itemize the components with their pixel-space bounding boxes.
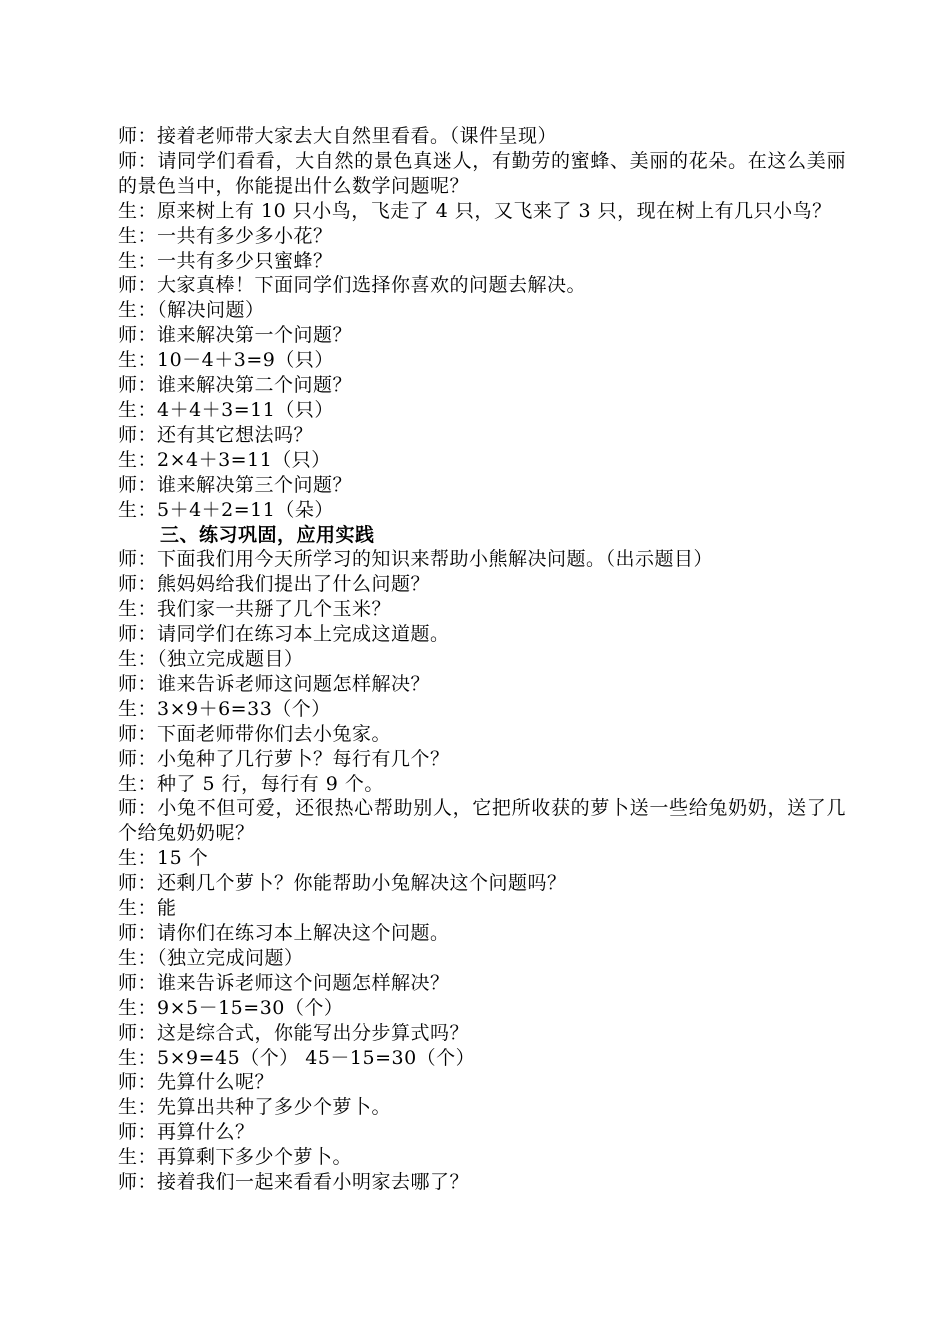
dialogue-line: 生：（独立完成问题） <box>118 946 304 969</box>
dialogue-line: 生：5×9=45（个） 45－15=30（个） <box>118 1046 476 1069</box>
dialogue-line: 生：5＋4＋2=11（朵） <box>118 498 334 521</box>
dialogue-line: 生：9×5－15=30（个） <box>118 996 344 1019</box>
dialogue-line: 师：还剩几个萝卜？你能帮助小兔解决这个问题吗？ <box>118 872 567 895</box>
dialogue-line: 师：先算什么呢？ <box>118 1071 275 1094</box>
dialogue-line: 师：接着我们一起来看看小明家去哪了？ <box>118 1171 470 1194</box>
dialogue-line: 师：再算什么？ <box>118 1121 255 1144</box>
dialogue-line: 师：小兔不但可爱，还很热心帮助别人，它把所收获的萝卜送一些给兔奶奶，送了几个给兔奶奶呢？ <box>118 797 846 845</box>
dialogue-line: 生：种了 5 行，每行有 9 个。 <box>118 772 384 795</box>
dialogue-line: 生：我们家一共掰了几个玉米？ <box>118 598 392 621</box>
dialogue-line: 师：还有其它想法吗？ <box>118 423 314 446</box>
dialogue-line: 生：3×9＋6=33（个） <box>118 697 331 720</box>
dialogue-line: 生：10－4＋3=9（只） <box>118 349 334 372</box>
dialogue-line: 生：4＋4＋3=11（只） <box>118 398 334 421</box>
dialogue-line: 师：接着老师带大家去大自然里看看。（课件呈现） <box>118 125 558 147</box>
dialogue-line: 师：这是综合式，你能写出分步算式吗？ <box>118 1021 470 1044</box>
section-heading: 三、练习巩固，应用实践 <box>160 523 375 546</box>
dialogue-line: 师：请你们在练习本上解决这个问题。 <box>118 922 450 944</box>
dialogue-line: 生：（解决问题） <box>118 299 265 322</box>
dialogue-line: 生：原来树上有 10 只小鸟，飞走了 4 只，又飞来了 3 只，现在树上有几只小鸟？ <box>118 199 832 222</box>
dialogue-line: 生：15 个 <box>118 847 209 870</box>
dialogue-line: 师：请同学们看看，大自然的景色真迷人，有勤劳的蜜蜂、美丽的花朵。在这么美丽的景色当中，你能提出什么数学问题呢？ <box>118 149 846 197</box>
dialogue-line: 生：（独立完成题目） <box>118 648 304 671</box>
dialogue-line: 生：先算出共种了多少个萝卜。 <box>118 1096 392 1119</box>
dialogue-line: 师：谁来解决第二个问题？ <box>118 374 353 397</box>
dialogue-line: 师：小兔种了几行萝卜？每行有几个？ <box>118 747 450 770</box>
dialogue-line: 师：熊妈妈给我们提出了什么问题？ <box>118 573 431 596</box>
dialogue-line: 生：一共有多少多小花？ <box>118 224 333 247</box>
dialogue-line: 生：能 <box>118 897 177 920</box>
dialogue-line: 生：再算剩下多少个萝卜。 <box>118 1146 353 1169</box>
dialogue-line: 生：2×4＋3=11（只） <box>118 448 331 471</box>
dialogue-line: 师：下面我们用今天所学习的知识来帮助小熊解决问题。（出示题目） <box>118 548 714 571</box>
dialogue-line: 师：谁来告诉老师这问题怎样解决？ <box>118 672 431 695</box>
document-page <box>118 124 846 1195</box>
dialogue-line: 师：谁来解决第一个问题？ <box>118 324 353 347</box>
dialogue-line: 师：谁来解决第三个问题？ <box>118 473 353 496</box>
dialogue-line: 生：一共有多少只蜜蜂？ <box>118 249 333 272</box>
dialogue-line: 师：谁来告诉老师这个问题怎样解决？ <box>118 971 450 994</box>
dialogue-line: 师：请同学们在练习本上完成这道题。 <box>118 623 450 646</box>
dialogue-line: 师：下面老师带你们去小兔家。 <box>118 722 392 745</box>
dialogue-line: 师：大家真棒！下面同学们选择你喜欢的问题去解决。 <box>118 274 587 297</box>
